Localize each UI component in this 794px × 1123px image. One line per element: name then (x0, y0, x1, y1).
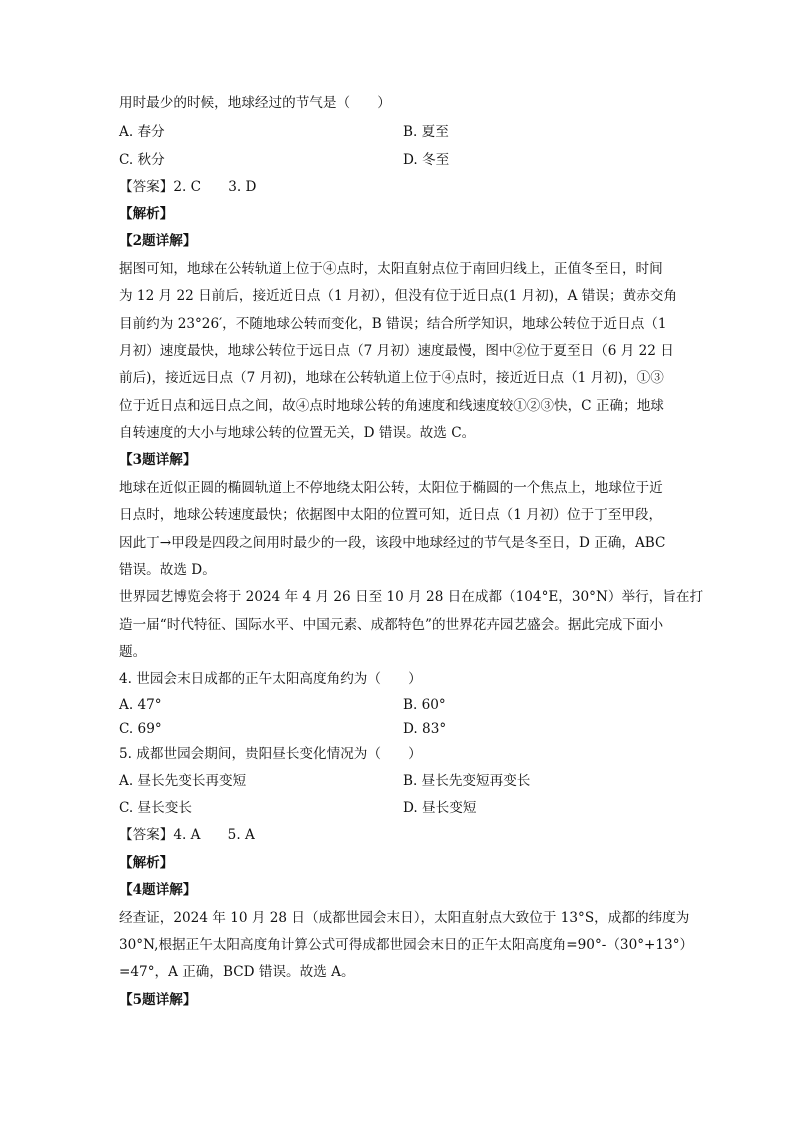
option-b: B. 昼长先变短再变长 (403, 773, 531, 789)
sub-heading-4: 【4题详解】 (119, 882, 197, 898)
explanation-line: 日点时，地球公转速度最快；依据图中太阳的位置可知，近日点（1 月初）位于丁至甲段， (119, 507, 663, 523)
passage-line: 题。 (119, 644, 147, 660)
option-b: B. 60° (403, 697, 446, 713)
explanation-line: 自转速度的大小与地球公转的位置无关，D 错误。故选 C。 (119, 425, 476, 441)
option-b: B. 夏至 (403, 124, 449, 140)
explanation-line: 错误。故选 D。 (119, 562, 216, 578)
question-3-stem: 用时最少的时候，地球经过的节气是（ ） (119, 95, 391, 111)
explanation-line: 经查证，2024 年 10 月 28 日（成都世园会末日），太阳直射点大致位于 13°S，成都的纬度为 (119, 910, 690, 926)
sub-heading-5: 【5题详解】 (119, 992, 197, 1008)
explanation-line: 据图可知，地球在公转轨道上位于④点时，太阳直射点位于南回归线上，正值冬至日，时间 (119, 261, 663, 277)
option-d: D. 83° (403, 721, 447, 737)
option-d: D. 昼长变短 (403, 800, 477, 816)
sub-heading-3: 【3题详解】 (119, 452, 197, 468)
option-a: A. 47° (119, 697, 162, 713)
option-c: C. 69° (119, 721, 162, 737)
passage-line: 世界园艺博览会将于 2024 年 4 月 26 日至 10 月 28 日在成都（104°E，30°N）举行，旨在打 (119, 589, 704, 605)
option-c: C. 昼长变长 (119, 800, 192, 816)
question-4-stem: 4. 世园会末日成都的正午太阳高度角约为（ ） (119, 671, 422, 687)
explanation-line: 前后)，接近远日点（7 月初)，地球在公转轨道上位于④点时，接近近日点（1 月初)，①③ (119, 370, 664, 386)
analysis-heading: 【解析】 (119, 855, 174, 871)
explanation-line: 为 12 月 22 日前后，接近近日点（1 月初），但没有位于近日点(1 月初)，A 错误；黄赤交角 (119, 288, 677, 304)
explanation-line: =47°，A 正确，BCD 错误。故选 A。 (119, 964, 355, 980)
analysis-heading: 【解析】 (119, 206, 174, 222)
option-a: A. 春分 (119, 124, 165, 140)
explanation-line: 目前约为 23°26′，不随地球公转而变化，B 错误；结合所学知识，地球公转位于近日点（1 (119, 316, 667, 332)
explanation-line: 30°N,根据正午太阳高度角计算公式可得成都世园会末日的正午太阳高度角=90°-（30°+13°） (119, 937, 694, 953)
option-c: C. 秋分 (119, 152, 165, 168)
explanation-line: 地球在近似正圆的椭圆轨道上不停地绕太阳公转，太阳位于椭圆的一个焦点上，地球位于近 (119, 480, 663, 496)
answer-line: 【答案】2. C 3. D (119, 179, 257, 195)
explanation-line: 位于近日点和远日点之间，故④点时地球公转的角速度和线速度较①②③快，C 正确；地球 (119, 398, 664, 414)
explanation-line: 因此丁→甲段是四段之间用时最少的一段，该段中地球经过的节气是冬至日，D 正确，ABC (119, 535, 666, 551)
passage-line: 造一届“时代特征、国际水平、中国元素、成都特色”的世界花卉园艺盛会。据此完成下面小 (119, 617, 664, 633)
option-a: A. 昼长先变长再变短 (119, 773, 247, 789)
sub-heading-2: 【2题详解】 (119, 233, 197, 249)
question-5-stem: 5. 成都世园会期间，贵阳昼长变化情况为（ ） (119, 746, 422, 762)
option-d: D. 冬至 (403, 152, 450, 168)
explanation-line: 月初）速度最快，地球公转位于远日点（7 月初）速度最慢，图中②位于夏至日（6 月 22 日 (119, 343, 674, 359)
answer-line: 【答案】4. A 5. A (119, 827, 255, 843)
